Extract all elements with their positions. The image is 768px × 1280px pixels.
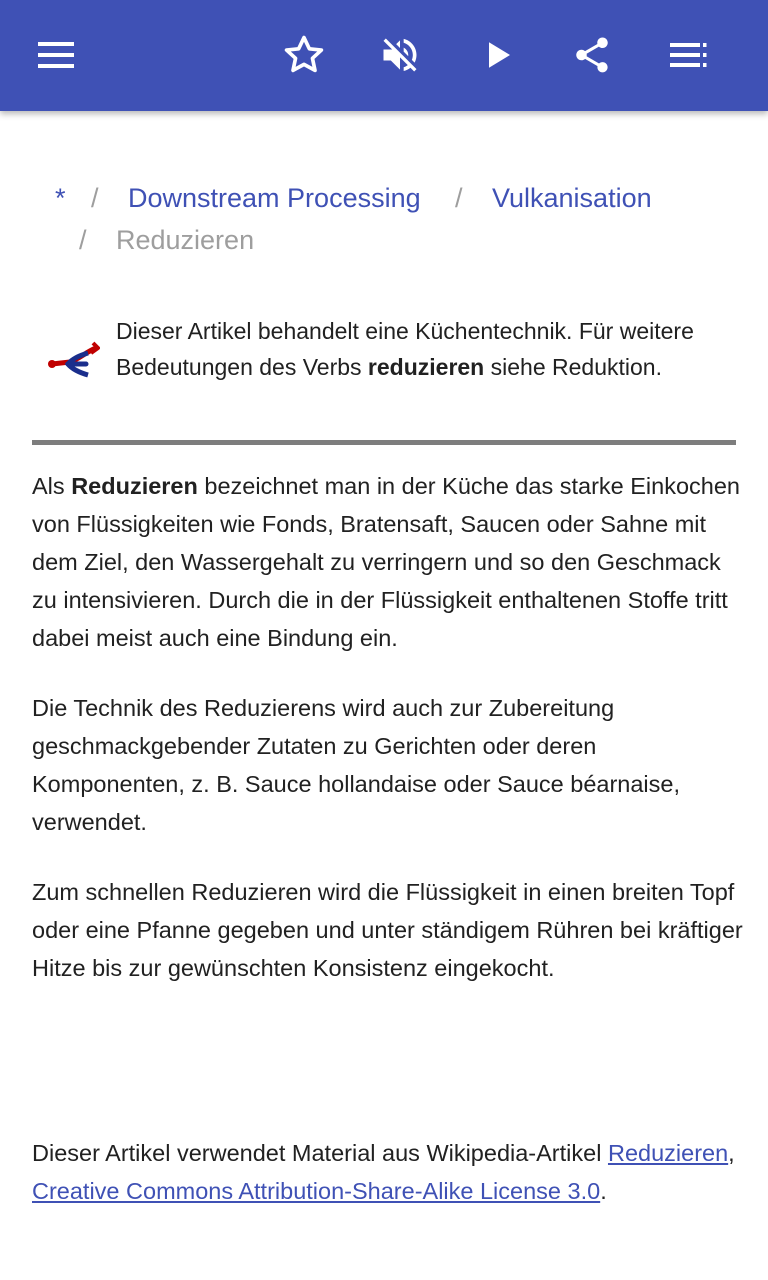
play-button[interactable] [470,27,526,83]
hatnote-text [116,313,736,385]
list-menu-icon [668,41,708,69]
breadcrumb-home-link[interactable]: * [55,183,66,213]
breadcrumb-separator: / [455,183,463,213]
article-body [32,467,744,1019]
disambiguation-hatnote [32,313,736,443]
paragraph-text: Als [32,473,72,499]
article-term-bold: Reduzieren [71,473,198,499]
breadcrumb-item-downstream-processing[interactable]: Downstream Processing [128,183,421,213]
hatnote-text-end: siehe Reduktion. [484,354,662,380]
article-paragraph: Zum schnellen Reduzieren wird die Flüssigkeit in einen breiten Topf oder eine Pfanne gegeben und unter ständigem Rühren bei kräftiger Hitze bis zur gewünschten Konsistenz eingekocht. [32,879,743,981]
license-attribution [32,1134,744,1210]
breadcrumb-item-vulkanisation[interactable]: Vulkanisation [492,183,652,213]
paragraph-text: bezeichnet man in der Küche das starke Einkochen von Flüssigkeiten wie Fonds, Bratensaft, Saucen oder Sahne mit dem Ziel, den Wassergehalt zu verringern und so den Geschmack zu intensivieren. Durch die in der Flüssigkeit enthaltenen Stoffe tritt dabei meist auch eine Bindung ein. [32,473,740,651]
table-of-contents-button[interactable] [660,27,716,83]
share-button[interactable] [564,27,620,83]
attribution-comma: , [728,1140,735,1166]
hatnote-text-start: Dieser Artikel behandelt eine Küchentechnik. Für weitere Bedeutungen des Verbs [116,318,694,380]
hamburger-menu-icon [36,40,76,70]
breadcrumb-separator: / [91,183,99,213]
share-icon [571,34,613,76]
menu-button[interactable] [28,27,84,83]
attribution-text: Dieser Artikel verwendet Material aus Wikipedia-Artikel [32,1140,608,1166]
play-icon [480,37,516,73]
app-toolbar [0,0,768,111]
breadcrumb-separator: / [79,225,87,255]
breadcrumb-current: Reduzieren [116,225,255,255]
hatnote-bold-term: reduzieren [367,354,485,380]
wikipedia-article-link[interactable]: Reduzieren [607,1140,729,1166]
favorite-button[interactable] [276,27,332,83]
volume-off-icon [378,33,422,77]
article-paragraph [32,467,744,657]
star-outline-icon [282,33,326,77]
hatnote-divider [32,440,736,445]
disambiguation-icon [46,341,100,385]
article-paragraph: Die Technik des Reduzierens wird auch zur Zubereitung geschmackgebender Zutaten zu Gerichten oder deren Komponenten, z. B. Sauce hollandaise oder Sauce béarnaise, verwendet. [32,695,680,835]
license-link[interactable]: Creative Commons Attribution-Share-Alike License 3.0 [32,1178,601,1204]
mute-button[interactable] [372,27,428,83]
attribution-period: . [600,1178,607,1204]
